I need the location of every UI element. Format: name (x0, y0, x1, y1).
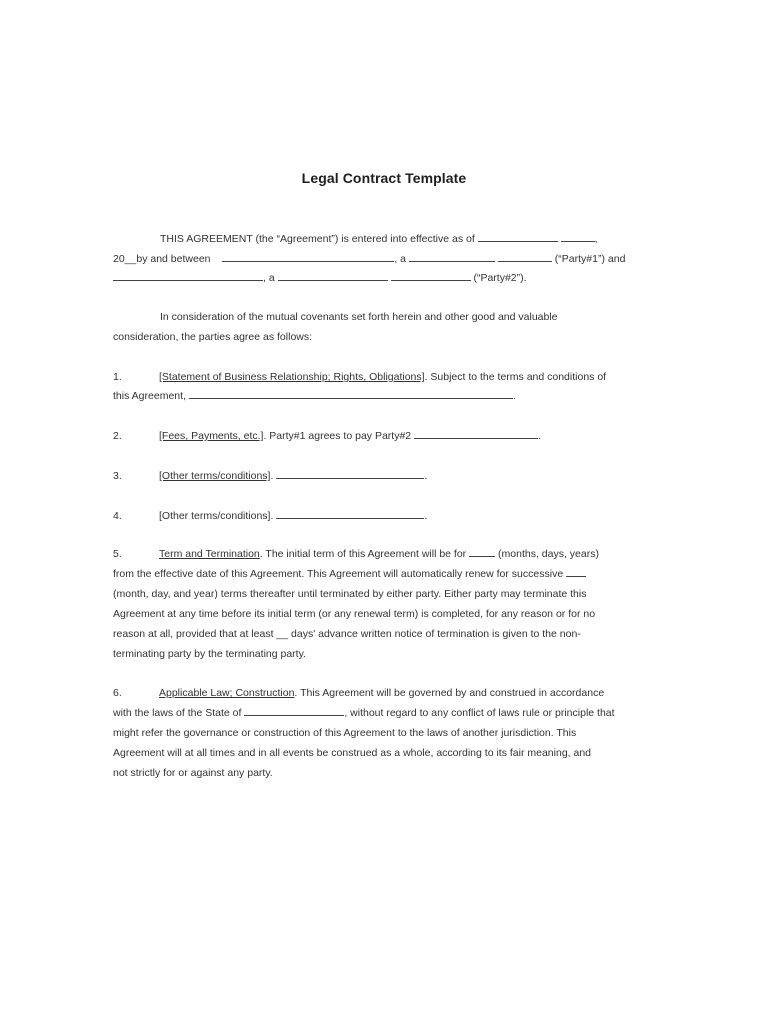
clause-4-heading: [Other terms/conditions]. (159, 510, 274, 522)
intro-line-3 (113, 271, 527, 285)
party1-type-blank (409, 252, 495, 262)
clause-5-line-3: (month, day, and year) terms thereafter until terminated by either party. Either party may terminate this (113, 588, 587, 600)
date-blank-2 (561, 232, 595, 242)
clause-2-text: . Party#1 agrees to pay Party#2 (263, 430, 412, 442)
intro-a-2: , a (263, 272, 275, 284)
clause-5-heading: Term and Termination (159, 548, 260, 560)
party1-label: (“Party#1”) and (554, 253, 626, 265)
clause-6-line-4: Agreement will at all times and in all events be construed as a whole, according to its fair meaning, and (113, 747, 592, 759)
clause-4-blank (276, 509, 424, 519)
clause-2-line: 2. [Fees, Payments, etc.]. Party#1 agrees to pay Party#2 . (113, 430, 541, 442)
clause-2-number: 2. (113, 430, 122, 442)
document-title: Legal Contract Template (301, 170, 467, 186)
clause-5-line-4: Agreement at any time before its initial term (or any renewal term) is completed, for any reason or for no (113, 608, 596, 620)
clause-5-text-2: from the effective date of this Agreement. This Agreement will automatically renew for successive (113, 568, 564, 580)
clause-2-blank (414, 429, 538, 439)
clause-1-number: 1. (113, 371, 122, 383)
party2-label: (“Party#2”). (473, 272, 527, 284)
clause-6-line-3: might refer the governance or construction of this Agreement to the laws of another jurisdiction. This (113, 727, 577, 739)
party1-type-blank-2 (498, 252, 552, 262)
clause-4-line: 4. [Other terms/conditions]. . (113, 510, 428, 522)
clause-5-line-2 (113, 567, 586, 581)
clause-5-number: 5. (113, 548, 122, 560)
clause-3-text: . (270, 470, 274, 482)
clause-1-line-1 (113, 370, 606, 384)
consideration-line-2: consideration, the parties agree as follows: (113, 331, 313, 343)
clause-6-line-1 (113, 686, 604, 700)
clause-5-line-5: reason at all, provided that at least __ days' advance written notice of termination is given to the non- (113, 628, 581, 640)
clause-3-line: 3. [Other terms/conditions]. . (113, 470, 428, 482)
state-blank (244, 706, 344, 716)
clause-5-line-6: terminating party by the terminating party. (113, 648, 306, 660)
party2-type-blank-2 (391, 271, 471, 281)
party2-type-blank (278, 271, 388, 281)
intro-a-1: , a (394, 253, 407, 265)
intro-line-1: THIS AGREEMENT (the “Agreement”) is entered into effective as of , (160, 233, 598, 245)
intro-text-1: THIS AGREEMENT (the “Agreement”) is entered into effective as of (160, 233, 475, 245)
clause-5-units: (months, days, years) (498, 548, 599, 560)
party2-name-blank (113, 271, 263, 281)
clause-3-heading: [Other terms/conditions] (159, 470, 271, 482)
clause-1-heading: [Statement of Business Relationship; Rights, Obligations] (159, 371, 425, 383)
clause-1-text-2: this Agreement, (113, 390, 186, 402)
clause-6-text: . This Agreement will be governed by and construed in accordance (294, 687, 605, 699)
intro-line-2 (113, 252, 625, 266)
clause-6-number: 6. (113, 687, 122, 699)
party1-name-blank (222, 252, 394, 262)
clause-1-text: . Subject to the terms and conditions of (424, 371, 607, 383)
clause-6-line-2 (113, 706, 615, 720)
clause-6-text-2b: , without regard to any conflict of laws rule or principle that (344, 707, 615, 719)
clause-5-term-blank (469, 547, 495, 557)
clause-5-renew-blank (566, 567, 586, 577)
clause-5-line-1 (113, 547, 599, 561)
clause-4-number: 4. (113, 510, 122, 522)
clause-1-blank (189, 389, 513, 399)
clause-1-line-2: this Agreement, . (113, 390, 516, 402)
clause-6-text-2a: with the laws of the State of (113, 707, 242, 719)
intro-text-2: 20__by and between (113, 253, 211, 265)
consideration-line-1: In consideration of the mutual covenants set forth herein and other good and valuable (160, 311, 558, 323)
clause-6-heading: Applicable Law; Construction (159, 687, 295, 699)
clause-3-number: 3. (113, 470, 122, 482)
date-blank (478, 232, 558, 242)
clause-6-line-5: not strictly for or against any party. (113, 767, 273, 779)
clause-3-blank (276, 469, 424, 479)
clause-2-heading: [Fees, Payments, etc.] (159, 430, 264, 442)
clause-5-text: . The initial term of this Agreement will be for (259, 548, 467, 560)
